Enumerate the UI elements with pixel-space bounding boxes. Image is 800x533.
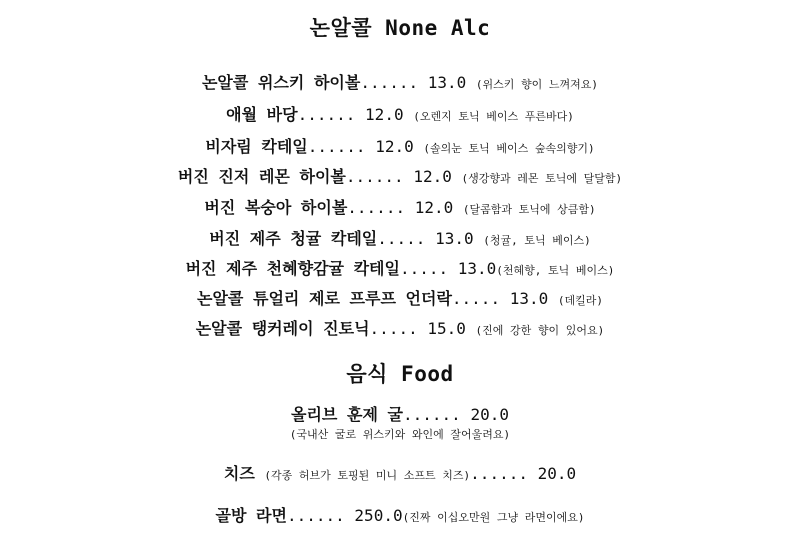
item-name: 논알콜 탱커레이 진토닉 bbox=[195, 319, 370, 338]
item-dots: ...... bbox=[360, 73, 419, 92]
item-name: 버진 제주 천혜향감귤 칵테일 bbox=[185, 259, 400, 278]
item-name: 애월 바당 bbox=[226, 105, 298, 124]
section-title-none-alc: 논알콜 None Alc bbox=[309, 16, 491, 40]
item-note: (각종 허브가 토핑된 미니 소프트 치즈) bbox=[264, 469, 471, 482]
item-note: (위스키 향이 느껴져요) bbox=[475, 78, 599, 91]
item-price: 12.0 bbox=[414, 198, 454, 217]
item-price: 20.0 bbox=[537, 464, 577, 483]
item-name: 논알콜 위스키 하이볼 bbox=[201, 73, 361, 92]
item-name: 비자림 칵테일 bbox=[205, 137, 308, 156]
section-title-food: 음식 Food bbox=[346, 362, 454, 386]
menu-item bbox=[0, 461, 800, 484]
item-note: (데킬라) bbox=[557, 294, 604, 307]
item-note: (달콤함과 토닉에 상큼함) bbox=[462, 203, 596, 216]
item-price: 20.0 bbox=[470, 405, 509, 424]
item-note: (진짜 이십오만원 그냥 라면이에요) bbox=[402, 511, 585, 524]
item-note: (생강향과 레몬 토닉에 달달함) bbox=[461, 172, 623, 185]
menu-item bbox=[0, 70, 800, 93]
item-note: (솔의눈 토닉 베이스 숲속의향기) bbox=[423, 142, 595, 155]
menu-item bbox=[0, 226, 800, 249]
item-price: 13.0 bbox=[435, 229, 474, 248]
menu-item bbox=[0, 402, 800, 425]
item-name: 버진 복숭아 하이볼 bbox=[204, 198, 348, 217]
item-dots: ...... bbox=[297, 105, 356, 124]
item-dots: ...... bbox=[470, 464, 528, 483]
item-name: 버진 진저 레몬 하이볼 bbox=[177, 167, 346, 186]
item-dots: ..... bbox=[377, 229, 426, 248]
item-price: 12.0 bbox=[365, 105, 404, 124]
menu-item bbox=[0, 256, 800, 279]
item-price: 250.0 bbox=[354, 506, 403, 525]
item-name: 올리브 훈제 굴 bbox=[291, 405, 404, 424]
item-dots: ...... bbox=[286, 506, 345, 525]
item-dots: ...... bbox=[307, 137, 366, 156]
item-price: 13.0 bbox=[509, 289, 549, 308]
item-note: (진에 강한 향이 있어요) bbox=[475, 324, 605, 337]
item-note: (청귤, 토닉 베이스) bbox=[483, 234, 591, 247]
item-name: 논알콜 튜얼리 제로 프루프 언더락 bbox=[196, 289, 452, 308]
item-price: 13.0 bbox=[427, 73, 467, 92]
item-price: 12.0 bbox=[413, 167, 452, 186]
menu-item bbox=[0, 102, 800, 125]
item-note: (오렌지 토닉 베이스 푸른바다) bbox=[413, 110, 574, 123]
item-price: 13.0 bbox=[457, 259, 497, 278]
item-subnote: (국내산 굴로 위스키와 와인에 잘어울려요) bbox=[289, 428, 511, 441]
menu-item bbox=[0, 195, 800, 218]
item-dots: ...... bbox=[345, 167, 404, 186]
item-dots: ...... bbox=[403, 405, 461, 424]
item-note: (천혜향, 토닉 베이스) bbox=[496, 264, 615, 277]
item-dots: ..... bbox=[369, 319, 418, 338]
item-name: 골방 라면 bbox=[215, 506, 287, 525]
menu-item bbox=[0, 316, 800, 339]
menu-item bbox=[0, 164, 800, 187]
menu-item bbox=[0, 134, 800, 157]
item-price: 15.0 bbox=[427, 319, 466, 338]
item-price: 12.0 bbox=[375, 137, 414, 156]
item-name: 치즈 bbox=[223, 464, 255, 483]
item-dots: ...... bbox=[347, 198, 406, 217]
item-dots: ..... bbox=[451, 289, 501, 308]
menu-item bbox=[0, 286, 800, 309]
item-name: 버진 제주 청귤 칵테일 bbox=[209, 229, 378, 248]
menu-item bbox=[0, 503, 800, 526]
item-dots: ..... bbox=[399, 259, 449, 278]
